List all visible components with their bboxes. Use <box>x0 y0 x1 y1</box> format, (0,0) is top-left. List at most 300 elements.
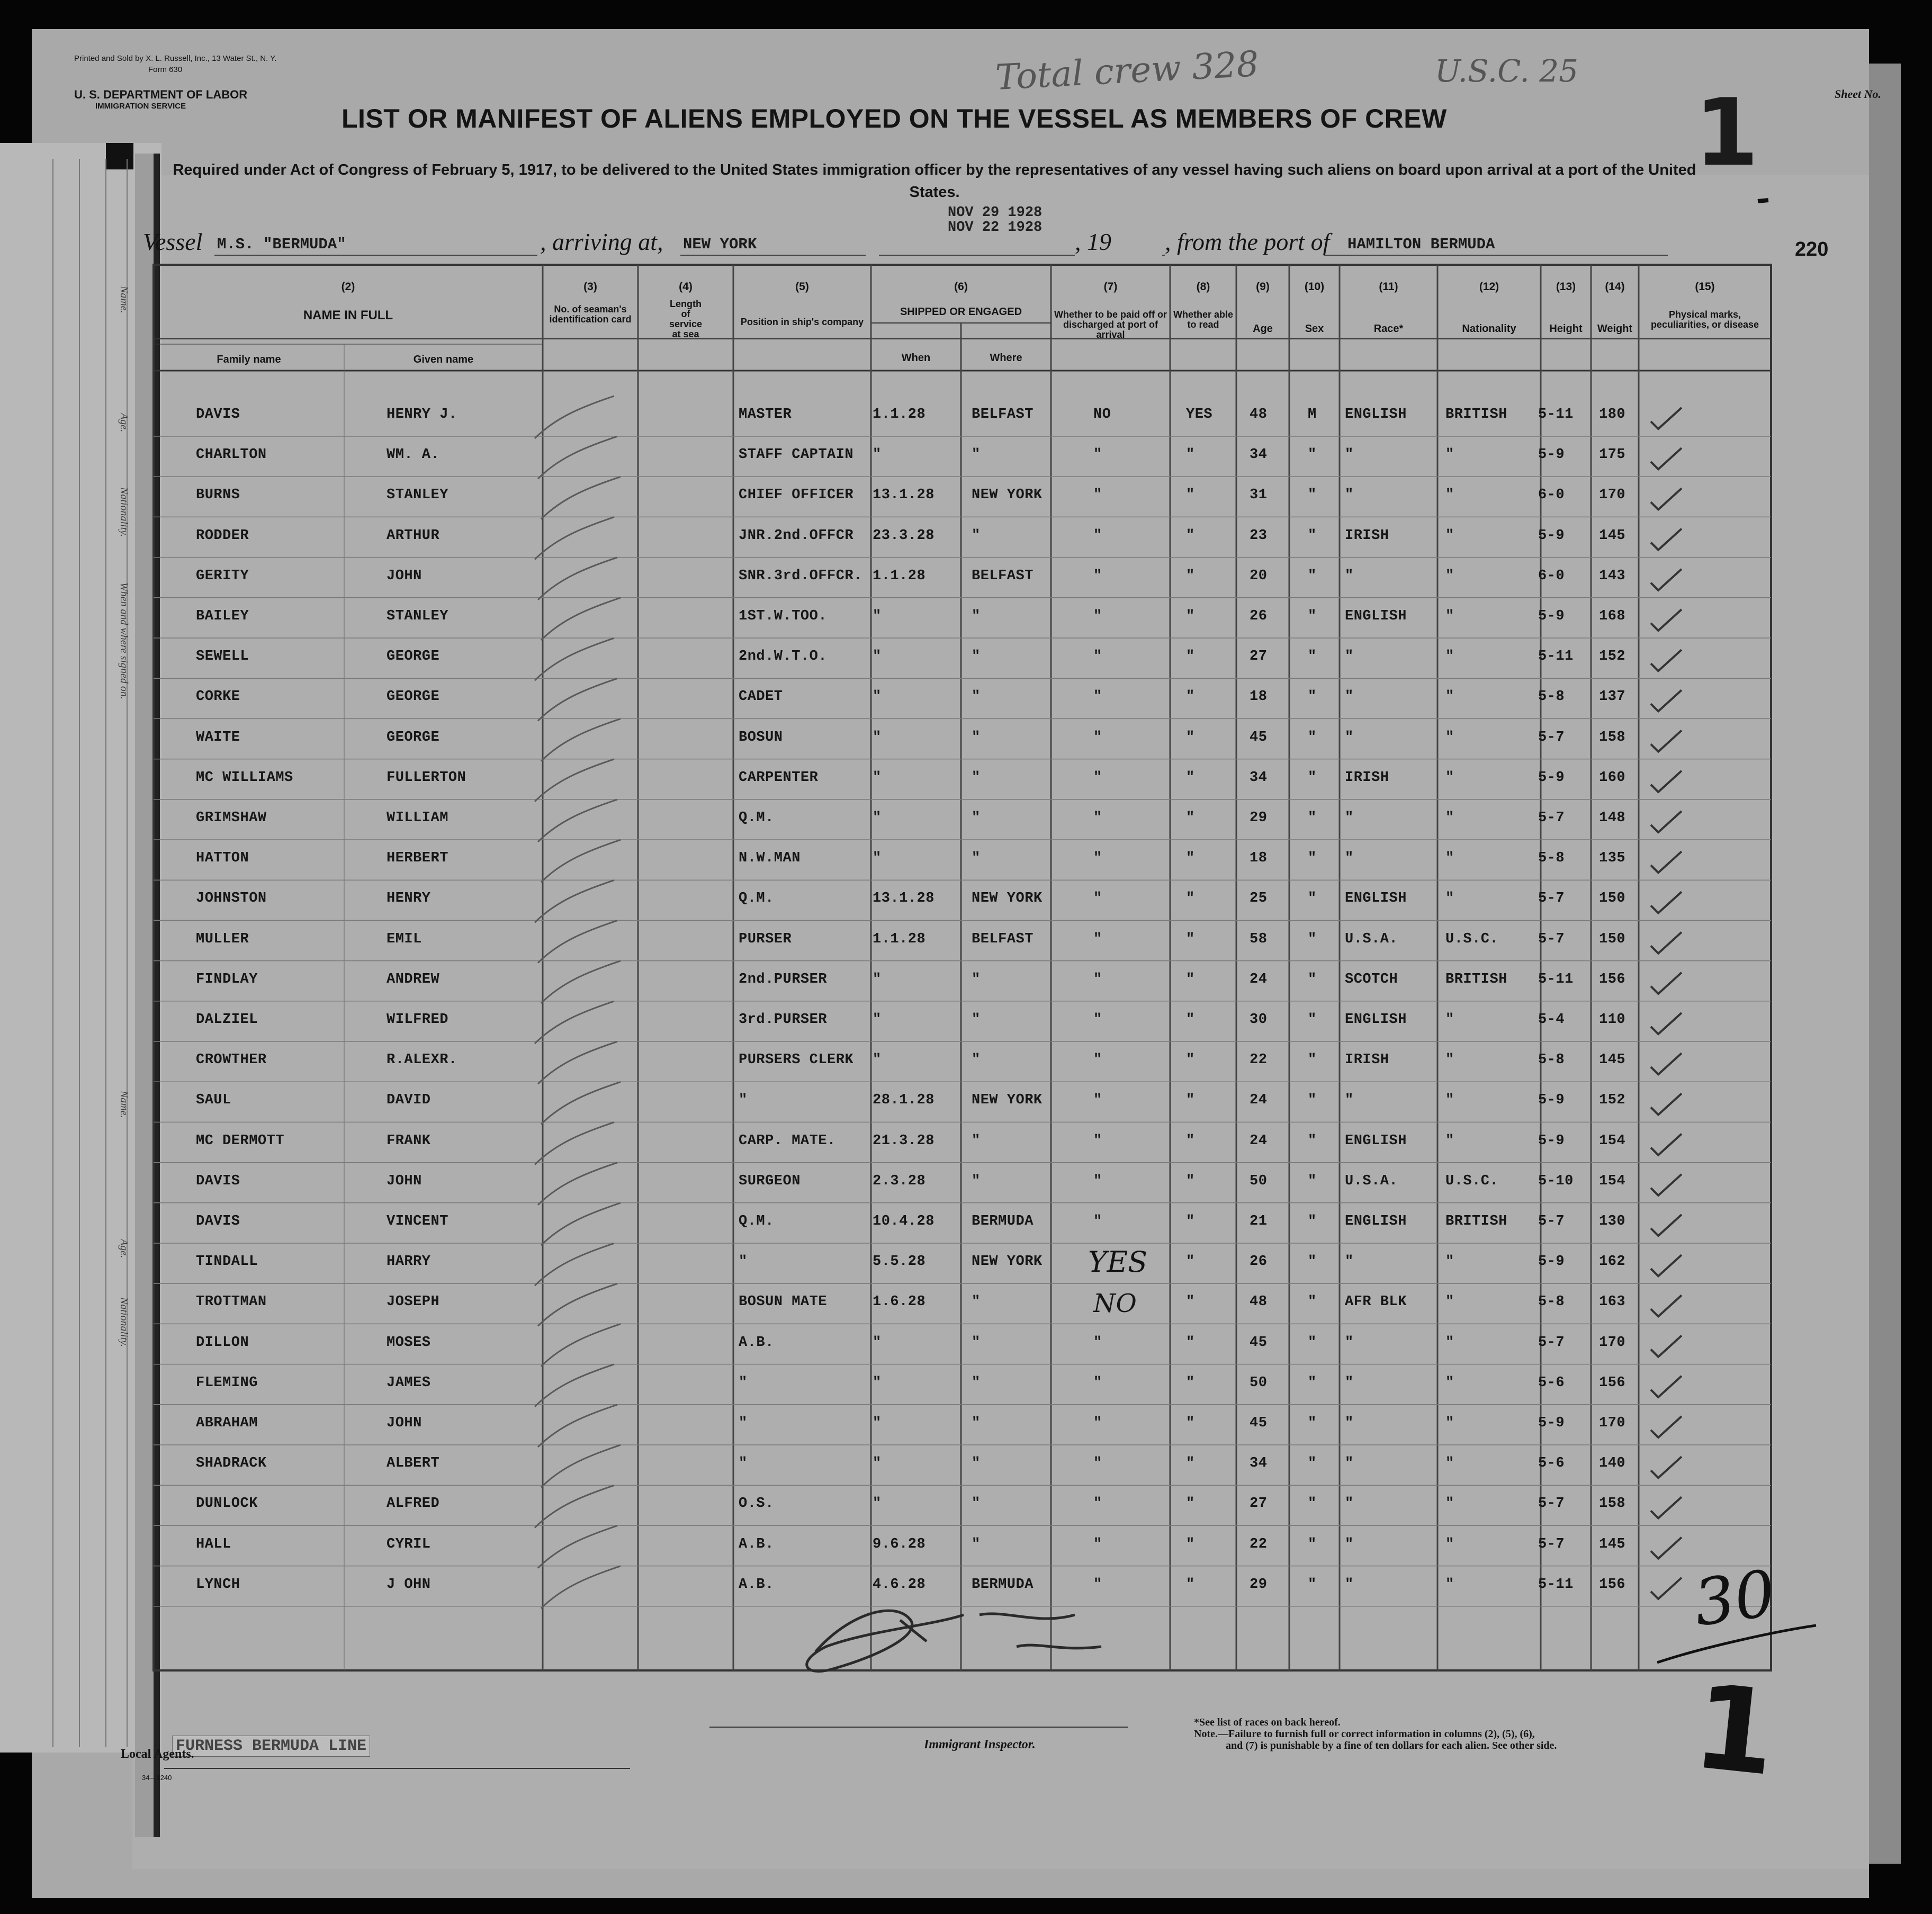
cell-able-to-read: " <box>1186 1455 1195 1472</box>
cell-shipped-where: NEW YORK <box>972 1254 1043 1270</box>
cell-able-to-read: " <box>1186 1496 1195 1512</box>
cell-position: STAFF CAPTAIN <box>739 447 854 463</box>
cell-race: ENGLISH <box>1345 1012 1407 1028</box>
sheet-number-label: Sheet No. <box>1835 87 1881 101</box>
cell-weight: 180 <box>1599 407 1626 423</box>
cell-age: 34 <box>1250 447 1268 463</box>
cell-sex: " <box>1308 1012 1317 1028</box>
cell-position: 2nd.PURSER <box>739 971 828 987</box>
cell-age: 31 <box>1250 487 1268 504</box>
cell-height: 5-6 <box>1538 1455 1565 1472</box>
cell-given-name: FULLERTON <box>387 769 466 786</box>
cell-position: BOSUN MATE <box>739 1294 828 1310</box>
cell-able-to-read: " <box>1186 769 1195 786</box>
cell-shipped-when: 1.1.28 <box>873 931 926 947</box>
cell-height: 5-7 <box>1538 891 1565 907</box>
cell-nationality: " <box>1445 1133 1454 1149</box>
cell-family-name: HALL <box>196 1536 231 1552</box>
cell-family-name: LYNCH <box>196 1576 240 1593</box>
handwritten-total-crew: Total crew 328 <box>994 43 1260 98</box>
col-number-12: (12) <box>1479 281 1499 293</box>
cell-shipped-when: " <box>873 1012 882 1028</box>
cell-able-to-read: " <box>1186 1254 1195 1270</box>
handwritten-code: U.S.C. 25 <box>1435 53 1579 89</box>
cell-race: ENGLISH <box>1345 891 1407 907</box>
cell-given-name: R.ALEXR. <box>387 1052 457 1068</box>
cell-weight: 156 <box>1599 971 1626 987</box>
cell-height: 5-7 <box>1538 1214 1565 1229</box>
cell-shipped-when: " <box>873 1374 882 1391</box>
cell-height: 5-9 <box>1538 527 1565 544</box>
cell-given-name: HENRY <box>387 891 431 907</box>
cell-weight: 170 <box>1599 487 1626 504</box>
cell-age: 25 <box>1250 891 1268 907</box>
cell-race: ENGLISH <box>1345 1214 1407 1229</box>
col-number-7: (7) <box>1103 281 1118 293</box>
cell-sex: " <box>1308 810 1317 826</box>
cell-sex: " <box>1308 1536 1317 1552</box>
col-family-name: Family name <box>217 354 281 365</box>
printer-line-2: Form 630 <box>148 65 183 74</box>
from-port-label: , from the port of <box>1165 228 1330 255</box>
cell-height: 5-8 <box>1538 1052 1565 1068</box>
cell-weight: 152 <box>1599 1092 1626 1109</box>
cell-age: 24 <box>1250 1092 1268 1109</box>
cell-sex: " <box>1308 891 1317 907</box>
cell-position: CHIEF OFFICER <box>739 487 854 504</box>
cell-family-name: GRIMSHAW <box>196 810 267 826</box>
cell-paid-off: " <box>1093 891 1102 907</box>
cell-height: 5-8 <box>1538 850 1565 867</box>
cell-family-name: DILLON <box>196 1334 249 1351</box>
cell-position: MASTER <box>739 407 792 423</box>
cell-age: 29 <box>1250 810 1268 826</box>
cell-position: BOSUN <box>739 729 783 745</box>
cell-race: " <box>1345 1415 1354 1431</box>
cell-shipped-where: " <box>972 447 981 463</box>
cell-family-name: TROTTMAN <box>196 1294 267 1310</box>
cell-sex: M <box>1308 407 1317 423</box>
col-race: Race* <box>1373 323 1404 335</box>
cell-shipped-when: 28.1.28 <box>873 1092 934 1109</box>
footnote-line-2: Note.—Failure to furnish full or correct information in columns (2), (5), (6), <box>1194 1728 1535 1740</box>
cell-paid-off: " <box>1093 1052 1102 1068</box>
cell-paid-off: " <box>1093 850 1102 867</box>
side-label-age-2: Age. <box>118 1239 130 1259</box>
cell-weight: 156 <box>1599 1374 1626 1391</box>
cell-able-to-read: " <box>1186 1133 1195 1149</box>
cell-race: " <box>1345 487 1354 504</box>
cell-sex: " <box>1308 1294 1317 1310</box>
cell-given-name: ANDREW <box>387 971 440 987</box>
cell-able-to-read: " <box>1186 1214 1195 1229</box>
cell-able-to-read: " <box>1186 1294 1195 1310</box>
cell-shipped-when: " <box>873 850 882 867</box>
cell-position: SURGEON <box>739 1173 801 1189</box>
cell-paid-off: " <box>1093 1374 1102 1391</box>
cell-given-name: ALFRED <box>387 1496 440 1512</box>
cell-given-name: VINCENT <box>387 1214 448 1229</box>
form-number: 34—1240 <box>142 1774 172 1782</box>
cell-nationality: BRITISH <box>1445 971 1507 987</box>
cell-race: " <box>1345 1455 1354 1472</box>
cell-height: 5-10 <box>1538 1173 1574 1189</box>
cell-height: 5-7 <box>1538 1334 1565 1351</box>
cell-weight: 150 <box>1599 891 1626 907</box>
cell-shipped-where: " <box>972 1455 981 1472</box>
cell-shipped-when: 13.1.28 <box>873 487 934 504</box>
cell-sex: " <box>1308 1334 1317 1351</box>
cell-family-name: TINDALL <box>196 1254 258 1270</box>
cell-sex: " <box>1308 689 1317 705</box>
cell-position: " <box>739 1455 748 1472</box>
cell-sex: " <box>1308 1455 1317 1472</box>
cell-nationality: " <box>1445 1374 1454 1391</box>
cell-height: 6-0 <box>1538 487 1565 504</box>
cell-given-name: ALBERT <box>387 1455 440 1472</box>
cell-race: " <box>1345 447 1354 463</box>
cell-family-name: MULLER <box>196 931 249 947</box>
cell-age: 29 <box>1250 1576 1268 1593</box>
col-number-3: (3) <box>583 281 597 293</box>
cell-weight: 160 <box>1599 769 1626 786</box>
cell-family-name: FINDLAY <box>196 971 258 987</box>
cell-race: " <box>1345 850 1354 867</box>
cell-shipped-where: NEW YORK <box>972 487 1043 504</box>
cell-weight: 145 <box>1599 1536 1626 1552</box>
cell-race: U.S.A. <box>1345 931 1398 947</box>
cell-height: 5-8 <box>1538 689 1565 705</box>
cell-weight: 110 <box>1599 1012 1626 1028</box>
cell-shipped-where: BELFAST <box>972 407 1034 423</box>
cell-able-to-read: " <box>1186 568 1195 584</box>
cell-age: 30 <box>1250 1012 1268 1028</box>
cell-shipped-where: " <box>972 1173 981 1189</box>
cell-height: 5-11 <box>1538 649 1574 665</box>
col-age: Age <box>1253 323 1273 335</box>
col-number-8: (8) <box>1196 281 1210 293</box>
cell-paid-off: " <box>1093 568 1102 584</box>
cell-paid-off: " <box>1093 769 1102 786</box>
cell-shipped-when: 1.6.28 <box>873 1294 926 1310</box>
cell-able-to-read: " <box>1186 527 1195 544</box>
col-number-13: (13) <box>1556 281 1576 293</box>
side-label-age: Age. <box>118 413 130 433</box>
col-sex: Sex <box>1305 323 1324 335</box>
cell-able-to-read: " <box>1186 810 1195 826</box>
cell-family-name: DAVIS <box>196 407 240 423</box>
cell-given-name: STANLEY <box>387 608 448 624</box>
cell-shipped-where: " <box>972 810 981 826</box>
cell-shipped-where: " <box>972 1536 981 1552</box>
cell-height: 5-9 <box>1538 769 1565 786</box>
cell-nationality: " <box>1445 1576 1454 1593</box>
page-title: LIST OR MANIFEST OF ALIENS EMPLOYED ON THE VESSEL AS MEMBERS OF CREW <box>342 104 1447 133</box>
cell-nationality: " <box>1445 1536 1454 1552</box>
cell-shipped-when: " <box>873 1415 882 1431</box>
cell-nationality: " <box>1445 769 1454 786</box>
cell-race: " <box>1345 1334 1354 1351</box>
cell-sex: " <box>1308 1052 1317 1068</box>
cell-weight: 152 <box>1599 649 1626 665</box>
vessel-name: M.S. "BERMUDA" <box>217 236 346 253</box>
cell-shipped-when: " <box>873 810 882 826</box>
cell-weight: 148 <box>1599 810 1626 826</box>
cell-sex: " <box>1308 931 1317 947</box>
cell-weight: 145 <box>1599 527 1626 544</box>
cell-able-to-read: " <box>1186 971 1195 987</box>
col-number-6: (6) <box>954 281 968 293</box>
cell-weight: 154 <box>1599 1173 1626 1189</box>
cell-given-name: GEORGE <box>387 649 440 665</box>
cell-family-name: SAUL <box>196 1092 231 1109</box>
cell-height: 5-9 <box>1538 1133 1565 1149</box>
cell-weight: 158 <box>1599 729 1626 745</box>
stamp-date-2: NOV 22 1928 <box>948 220 1043 236</box>
cell-position: CARPENTER <box>739 769 819 786</box>
cell-age: 24 <box>1250 971 1268 987</box>
cell-sex: " <box>1308 1576 1317 1593</box>
cell-weight: 143 <box>1599 568 1626 584</box>
col-id-card: No. of seaman's identification card <box>549 304 632 325</box>
cell-nationality: " <box>1445 729 1454 745</box>
cell-age: 45 <box>1250 1334 1268 1351</box>
cell-shipped-when: 1.1.28 <box>873 407 926 423</box>
cell-paid-off: " <box>1093 1133 1102 1149</box>
page-subtitle: Required under Act of Congress of February 5, 1917, to be delivered to the United States immigration officer by the representatives of any vessel having such aliens on board upon arrival at a port of the United States. <box>173 161 1696 201</box>
cell-shipped-when: " <box>873 608 882 624</box>
cell-race: ENGLISH <box>1345 1133 1407 1149</box>
cell-shipped-when: 9.6.28 <box>873 1536 926 1552</box>
printer-imprint <box>74 53 296 75</box>
cell-shipped-where: " <box>972 527 981 544</box>
page-number: 220 <box>1795 238 1829 260</box>
cell-shipped-where: " <box>972 649 981 665</box>
cell-race: SCOTCH <box>1345 971 1398 987</box>
arriving-port: NEW YORK <box>683 236 757 253</box>
cell-race: IRISH <box>1345 527 1389 544</box>
cell-race: IRISH <box>1345 769 1389 786</box>
cell-given-name: FRANK <box>387 1133 431 1149</box>
cell-family-name: WAITE <box>196 729 240 745</box>
cell-able-to-read: " <box>1186 931 1195 947</box>
cell-shipped-where: " <box>972 608 981 624</box>
cell-sex: " <box>1308 1173 1317 1189</box>
cell-race: IRISH <box>1345 1052 1389 1068</box>
cell-shipped-when: " <box>873 649 882 665</box>
cell-family-name: RODDER <box>196 527 249 544</box>
cell-family-name: DUNLOCK <box>196 1496 258 1512</box>
cell-paid-off: " <box>1093 1576 1102 1593</box>
cell-able-to-read: " <box>1186 447 1195 463</box>
cell-age: 20 <box>1250 568 1268 584</box>
cell-shipped-when: 13.1.28 <box>873 891 934 907</box>
cell-able-to-read: " <box>1186 1374 1195 1391</box>
cell-paid-off: " <box>1093 1012 1102 1028</box>
cell-race: " <box>1345 729 1354 745</box>
cell-shipped-when: " <box>873 689 882 705</box>
cell-sex: " <box>1308 568 1317 584</box>
cell-shipped-where: " <box>972 1133 981 1149</box>
cell-given-name: JOHN <box>387 1415 422 1431</box>
cell-position: A.B. <box>739 1536 774 1552</box>
printer-line-1: Printed and Sold by X. L. Russell, Inc., 13 Water St., N. Y. <box>74 54 277 63</box>
cell-given-name: HARRY <box>387 1254 431 1270</box>
year-label: , 19 <box>1075 228 1111 255</box>
cell-nationality: " <box>1445 1052 1454 1068</box>
handwritten-paid-yes: YES <box>1088 1245 1148 1279</box>
footnote <box>1194 1717 1750 1751</box>
cell-age: 18 <box>1250 850 1268 867</box>
cell-family-name: DAVIS <box>196 1214 240 1229</box>
cell-race: " <box>1345 810 1354 826</box>
cell-family-name: HATTON <box>196 850 249 867</box>
cell-position: Q.M. <box>739 810 774 826</box>
col-nationality: Nationality <box>1462 323 1516 335</box>
cell-given-name: MOSES <box>387 1334 431 1351</box>
cell-able-to-read: " <box>1186 608 1195 624</box>
arrival-date-stamp <box>948 205 1042 235</box>
cell-able-to-read: " <box>1186 850 1195 867</box>
cell-nationality: " <box>1445 1254 1454 1270</box>
from-port: HAMILTON BERMUDA <box>1347 236 1495 253</box>
cell-position: N.W.MAN <box>739 850 801 867</box>
cell-shipped-where: " <box>972 971 981 987</box>
col-name-in-full: NAME IN FULL <box>303 308 393 322</box>
cell-height: 5-6 <box>1538 1374 1565 1391</box>
cell-age: 22 <box>1250 1052 1268 1068</box>
cell-race: " <box>1345 649 1354 665</box>
col-paid-off: Whether to be paid off or discharged at port of arrival <box>1054 309 1167 340</box>
cell-nationality: " <box>1445 1334 1454 1351</box>
cell-weight: 140 <box>1599 1455 1626 1472</box>
cell-sex: " <box>1308 850 1317 867</box>
cell-height: 5-11 <box>1538 971 1574 987</box>
cell-shipped-where: BELFAST <box>972 931 1034 947</box>
cell-shipped-when: " <box>873 1455 882 1472</box>
cell-nationality: " <box>1445 487 1454 504</box>
cell-family-name: FLEMING <box>196 1374 258 1391</box>
department-label: U. S. DEPARTMENT OF LABOR <box>74 88 248 101</box>
cell-position: 2nd.W.T.O. <box>739 649 828 665</box>
cell-shipped-where: NEW YORK <box>972 1092 1043 1109</box>
cell-family-name: DAVIS <box>196 1173 240 1189</box>
cell-given-name: JOHN <box>387 1173 422 1189</box>
col-number-2: (2) <box>341 281 355 293</box>
cell-given-name: CYRIL <box>387 1536 431 1552</box>
cell-able-to-read: YES <box>1186 407 1213 423</box>
cell-sex: " <box>1308 1415 1317 1431</box>
cell-height: 5-4 <box>1538 1012 1565 1028</box>
cell-sex: " <box>1308 1496 1317 1512</box>
cell-weight: 168 <box>1599 608 1626 624</box>
cell-height: 6-0 <box>1538 568 1565 584</box>
cell-given-name: WILLIAM <box>387 810 448 826</box>
cell-sex: " <box>1308 447 1317 463</box>
cell-race: ENGLISH <box>1345 407 1407 423</box>
cell-shipped-where: BERMUDA <box>972 1576 1034 1593</box>
cell-able-to-read: " <box>1186 1536 1195 1552</box>
side-label-signed-on: When and where signed on. <box>118 582 130 699</box>
cell-race: " <box>1345 568 1354 584</box>
cell-paid-off: " <box>1093 1496 1102 1512</box>
cell-nationality: U.S.C. <box>1445 931 1499 947</box>
cell-weight: 163 <box>1599 1294 1626 1310</box>
cell-paid-off: " <box>1093 1173 1102 1189</box>
cell-height: 5-9 <box>1538 608 1565 624</box>
cell-shipped-when: " <box>873 729 882 745</box>
col-height: Height <box>1549 323 1583 335</box>
handwritten-sheet-number-bottom: 1 <box>1687 1658 1783 1802</box>
cell-nationality: " <box>1445 568 1454 584</box>
col-number-9: (9) <box>1256 281 1270 293</box>
cell-age: 48 <box>1250 1294 1268 1310</box>
cell-position: CARP. MATE. <box>739 1133 836 1149</box>
cell-race: ENGLISH <box>1345 608 1407 624</box>
col-when: When <box>901 352 931 364</box>
cell-position: JNR.2nd.OFFCR <box>739 527 854 544</box>
cell-shipped-where: " <box>972 1294 981 1310</box>
col-number-14: (14) <box>1605 281 1625 293</box>
cell-position: Q.M. <box>739 891 774 907</box>
cell-shipped-where: " <box>972 1012 981 1028</box>
cell-shipped-when: " <box>873 1496 882 1512</box>
cell-position: " <box>739 1374 748 1391</box>
cell-age: 58 <box>1250 931 1268 947</box>
cell-family-name: CHARLTON <box>196 447 267 463</box>
cell-shipped-when: " <box>873 447 882 463</box>
cell-shipped-where: " <box>972 1052 981 1068</box>
cell-nationality: " <box>1445 608 1454 624</box>
cell-paid-off: " <box>1093 608 1102 624</box>
side-label-nationality-2: Nationality. <box>118 1297 130 1347</box>
cell-position: CADET <box>739 689 783 705</box>
cell-able-to-read: " <box>1186 649 1195 665</box>
cell-family-name: SHADRACK <box>196 1455 267 1472</box>
col-weight: Weight <box>1597 323 1633 335</box>
cell-paid-off: " <box>1093 1415 1102 1431</box>
cell-paid-off: " <box>1093 1334 1102 1351</box>
cell-able-to-read: " <box>1186 1012 1195 1028</box>
cell-age: 26 <box>1250 608 1268 624</box>
cell-shipped-when: " <box>873 1052 882 1068</box>
cell-shipped-when: 21.3.28 <box>873 1133 934 1149</box>
cell-nationality: U.S.C. <box>1445 1173 1499 1189</box>
cell-shipped-when: 1.1.28 <box>873 568 926 584</box>
cell-nationality: " <box>1445 891 1454 907</box>
stamp-date-1: NOV 29 1928 <box>948 205 1043 221</box>
cell-shipped-when: " <box>873 769 882 786</box>
cell-paid-off: " <box>1093 931 1102 947</box>
cell-height: 5-8 <box>1538 1294 1565 1310</box>
cell-family-name: ABRAHAM <box>196 1415 258 1431</box>
cell-paid-off: NO <box>1093 407 1111 423</box>
cell-paid-off: " <box>1093 971 1102 987</box>
cell-shipped-where: " <box>972 1415 981 1431</box>
cell-paid-off: " <box>1093 1536 1102 1552</box>
cell-height: 5-7 <box>1538 1496 1565 1512</box>
cell-age: 23 <box>1250 527 1268 544</box>
cell-given-name: GEORGE <box>387 729 440 745</box>
cell-age: 26 <box>1250 1254 1268 1270</box>
cell-height: 5-11 <box>1538 1576 1574 1593</box>
cell-shipped-where: BERMUDA <box>972 1214 1034 1229</box>
col-length-service: Length of service at sea <box>669 299 703 339</box>
cell-given-name: DAVID <box>387 1092 431 1109</box>
cell-weight: 158 <box>1599 1496 1626 1512</box>
cell-given-name: GEORGE <box>387 689 440 705</box>
cell-family-name: MC WILLIAMS <box>196 769 293 786</box>
